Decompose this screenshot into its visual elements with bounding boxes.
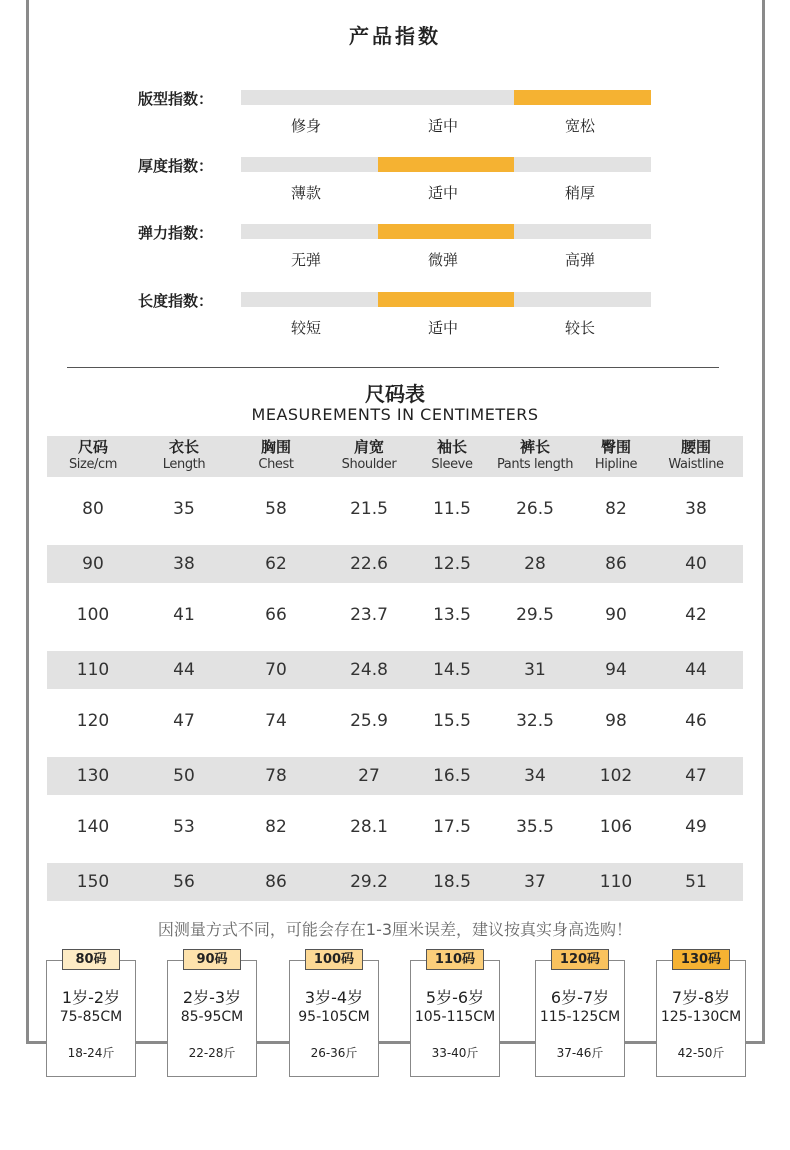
table-cell: 130 (76, 766, 110, 786)
header-en-label: Waistline (668, 457, 724, 472)
size-card (535, 960, 625, 1077)
size-card-tag: 90码 (183, 949, 241, 970)
table-cell: 47 (685, 766, 707, 786)
size-card-weight: 18-24斤 (67, 1046, 115, 1060)
table-cell: 37 (524, 872, 546, 892)
size-card-tag: 120码 (551, 949, 609, 970)
table-cell: 150 (76, 872, 110, 892)
size-card-tag: 130码 (672, 949, 730, 970)
table-cell: 35.5 (516, 817, 554, 837)
table-cell: 80 (82, 499, 104, 519)
table-cell: 140 (76, 817, 110, 837)
table-cell: 23.7 (350, 605, 388, 625)
table-cell: 11.5 (433, 499, 471, 519)
table-row (47, 757, 743, 795)
table-cell: 38 (685, 499, 707, 519)
index-label: 长度指数： (138, 292, 214, 310)
size-card-height: 115-125CM (539, 1009, 621, 1025)
index-option: 微弹 (427, 251, 458, 269)
index-row-length (0, 292, 790, 352)
table-cell: 53 (173, 817, 195, 837)
index-bar (241, 157, 651, 172)
index-option: 适中 (427, 184, 458, 202)
table-cell: 15.5 (433, 711, 471, 731)
table-row (47, 545, 743, 583)
table-cell: 66 (265, 605, 287, 625)
index-segment (514, 224, 651, 239)
table-cell: 98 (605, 711, 627, 731)
index-segment (514, 90, 651, 105)
table-cell: 44 (685, 660, 707, 680)
index-bar (241, 224, 651, 239)
index-segment (514, 292, 651, 307)
header-cn-label: 尺码 (77, 438, 108, 456)
size-card-age: 5岁-6岁 (425, 988, 485, 1007)
table-cell: 34 (524, 766, 546, 786)
header-en-label: Pants length (496, 457, 574, 472)
size-card-age: 3岁-4岁 (304, 988, 364, 1007)
index-bar (241, 292, 651, 307)
page-title: 产品指数 (349, 24, 441, 48)
index-segment (378, 157, 515, 172)
size-card-weight: 42-50斤 (677, 1046, 725, 1060)
size-card-age: 6岁-7岁 (550, 988, 610, 1007)
header-cn-label: 袖长 (436, 438, 467, 456)
measurement-note: 因测量方式不同，可能会存在1-3厘米误差，建议按真实身高选购！ (157, 920, 633, 939)
table-cell: 22.6 (350, 554, 388, 574)
table-cell: 42 (685, 605, 707, 625)
table-cell: 51 (685, 872, 707, 892)
frame-bottom-border (26, 1041, 765, 1044)
header-cn-label: 衣长 (168, 438, 199, 456)
index-option: 高弹 (564, 251, 595, 269)
table-row (47, 477, 743, 530)
table-cell: 12.5 (433, 554, 471, 574)
index-segment (514, 157, 651, 172)
table-cell: 40 (685, 554, 707, 574)
size-card-height: 85-95CM (180, 1009, 244, 1025)
header-en-label: Length (162, 457, 206, 472)
index-segment (241, 224, 378, 239)
table-cell: 56 (173, 872, 195, 892)
table-cell: 46 (685, 711, 707, 731)
header-cn-label: 胸围 (260, 438, 291, 456)
index-segment (378, 90, 515, 105)
size-card-age: 1岁-2岁 (61, 988, 121, 1007)
index-option: 较长 (564, 319, 595, 337)
table-cell: 47 (173, 711, 195, 731)
index-label: 弹力指数： (138, 224, 214, 242)
table-cell: 90 (82, 554, 104, 574)
header-cn-label: 腰围 (680, 438, 711, 456)
table-cell: 106 (599, 817, 633, 837)
table-cell: 21.5 (350, 499, 388, 519)
table-cell: 18.5 (433, 872, 471, 892)
size-card (167, 960, 257, 1077)
index-segment (241, 157, 378, 172)
index-segment (378, 224, 515, 239)
table-cell: 78 (265, 766, 287, 786)
header-cn-label: 臀围 (600, 438, 631, 456)
table-cell: 90 (605, 605, 627, 625)
index-segment (378, 292, 515, 307)
table-cell: 70 (265, 660, 287, 680)
table-cell: 100 (76, 605, 110, 625)
table-cell: 50 (173, 766, 195, 786)
header-en-label: Sleeve (431, 457, 473, 472)
table-cell: 14.5 (433, 660, 471, 680)
table-cell: 110 (76, 660, 110, 680)
index-row-elasticity (0, 224, 790, 284)
table-cell: 120 (76, 711, 110, 731)
size-table-header-cell (43, 439, 143, 473)
table-cell: 28.1 (350, 817, 388, 837)
table-row (47, 689, 743, 742)
table-cell: 82 (605, 499, 627, 519)
size-card-weight: 33-40斤 (431, 1046, 479, 1060)
table-cell: 28 (524, 554, 546, 574)
table-cell: 24.8 (350, 660, 388, 680)
table-cell: 44 (173, 660, 195, 680)
size-table-header-cell (226, 439, 326, 473)
index-row-thickness (0, 157, 790, 217)
table-cell: 102 (599, 766, 633, 786)
index-bar (241, 90, 651, 105)
index-option: 适中 (427, 117, 458, 135)
size-card-age: 7岁-8岁 (671, 988, 731, 1007)
index-option: 适中 (427, 319, 458, 337)
table-cell: 82 (265, 817, 287, 837)
size-card (656, 960, 746, 1077)
size-card (410, 960, 500, 1077)
index-segment (241, 292, 378, 307)
size-card (46, 960, 136, 1077)
index-row-fit (0, 90, 790, 150)
header-cn-label: 肩宽 (353, 438, 384, 456)
size-table-title: 尺码表 (365, 382, 425, 406)
table-cell: 32.5 (516, 711, 554, 731)
header-en-label: Chest (258, 457, 294, 472)
index-option: 较短 (290, 319, 321, 337)
size-card-height: 125-130CM (660, 1009, 742, 1025)
table-cell: 35 (173, 499, 195, 519)
size-table-body (47, 477, 743, 901)
section-divider (67, 367, 719, 368)
size-table-subtitle: MEASUREMENTS IN CENTIMETERS (251, 405, 539, 424)
table-cell: 38 (173, 554, 195, 574)
size-table (47, 436, 743, 901)
size-card-tag: 80码 (62, 949, 120, 970)
size-table-header-cell (646, 439, 746, 473)
table-cell: 29.5 (516, 605, 554, 625)
table-cell: 26.5 (516, 499, 554, 519)
header-en-label: Shoulder (341, 457, 397, 472)
size-card-age: 2岁-3岁 (182, 988, 242, 1007)
table-cell: 13.5 (433, 605, 471, 625)
table-cell: 16.5 (433, 766, 471, 786)
size-card-height: 105-115CM (414, 1009, 496, 1025)
table-cell: 58 (265, 499, 287, 519)
table-cell: 27 (358, 766, 380, 786)
table-cell: 29.2 (350, 872, 388, 892)
table-cell: 110 (599, 872, 633, 892)
index-option: 薄款 (290, 184, 321, 202)
size-card (289, 960, 379, 1077)
table-cell: 25.9 (350, 711, 388, 731)
size-card-weight: 22-28斤 (188, 1046, 236, 1060)
table-cell: 62 (265, 554, 287, 574)
header-en-label: Hipline (594, 457, 638, 472)
table-cell: 86 (605, 554, 627, 574)
header-cn-label: 裤长 (519, 438, 550, 456)
table-row (47, 795, 743, 848)
index-option: 稍厚 (564, 184, 595, 202)
index-option: 修身 (290, 117, 321, 135)
size-card-weight: 26-36斤 (310, 1046, 358, 1060)
size-card-tag: 100码 (305, 949, 363, 970)
table-cell: 31 (524, 660, 546, 680)
size-card-height: 95-105CM (298, 1009, 370, 1025)
table-cell: 74 (265, 711, 287, 731)
table-row (47, 863, 743, 901)
index-label: 版型指数： (138, 90, 214, 108)
table-cell: 17.5 (433, 817, 471, 837)
size-table-header (47, 436, 743, 477)
size-card-tag: 110码 (426, 949, 484, 970)
size-table-header-cell (134, 439, 234, 473)
index-option: 宽松 (564, 117, 595, 135)
table-cell: 86 (265, 872, 287, 892)
table-row (47, 583, 743, 636)
index-label: 厚度指数： (138, 157, 214, 175)
header-en-label: Size/cm (68, 457, 118, 472)
index-segment (241, 90, 378, 105)
table-cell: 49 (685, 817, 707, 837)
table-cell: 41 (173, 605, 195, 625)
table-cell: 94 (605, 660, 627, 680)
size-card-weight: 37-46斤 (556, 1046, 604, 1060)
size-card-height: 75-85CM (59, 1009, 123, 1025)
index-option: 无弹 (290, 251, 321, 269)
table-row (47, 651, 743, 689)
